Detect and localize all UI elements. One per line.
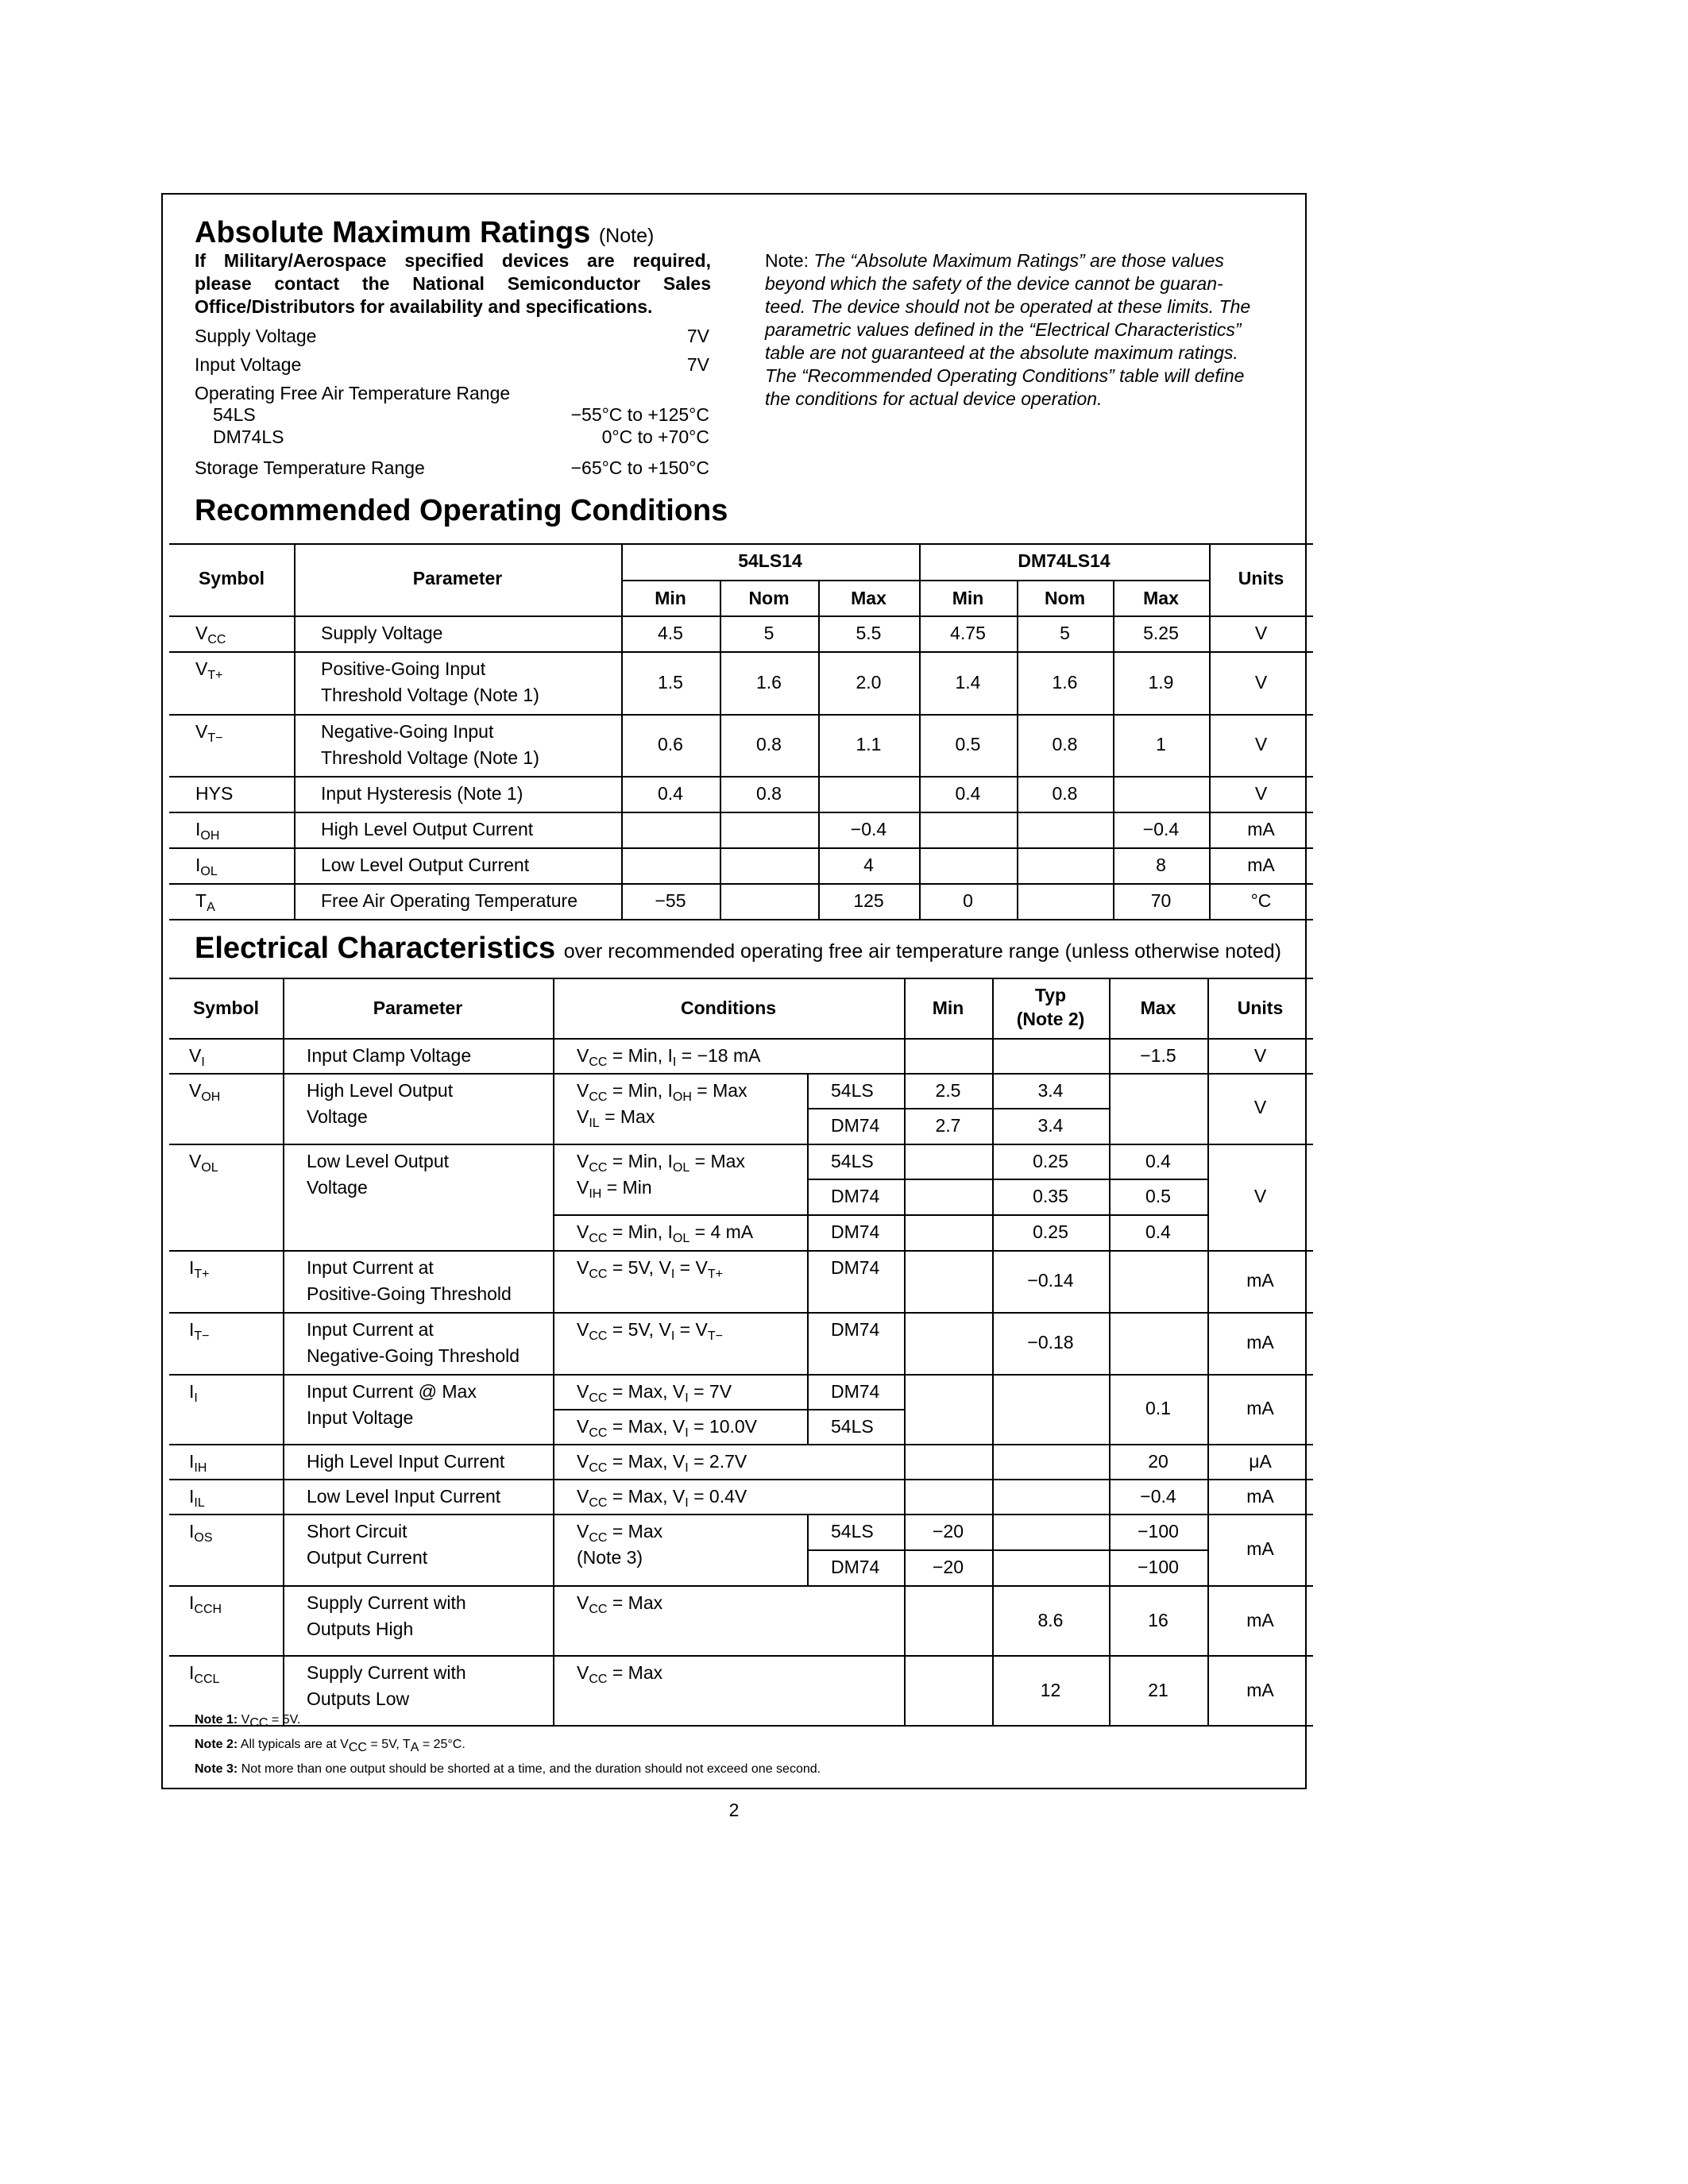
ec-symbol: $I_{IH}$ xyxy=(189,1451,207,1475)
ec-header-typ: Typ xyxy=(1034,985,1067,1005)
roc-parameter: Threshold Voltage (Note 1) xyxy=(321,685,539,705)
ec-parameter: Short Circuit xyxy=(307,1521,408,1542)
ec-parameter: Low Level Output xyxy=(307,1151,450,1171)
roc-parameter: High Level Output Current xyxy=(321,819,534,839)
roc-value: −55 xyxy=(655,889,686,911)
ec-symbol: $I_{T-}$ xyxy=(189,1319,210,1343)
op-temp-54-label: 54LS xyxy=(213,404,256,425)
ec-typ: 8.6 xyxy=(1037,1610,1064,1630)
ec-typ: 0.25 xyxy=(1033,1151,1068,1171)
note-line: parametric values defined in the “Electrical Characteristics” xyxy=(765,319,1242,340)
roc-value: 125 xyxy=(853,889,884,911)
ec-symbol: $I_{CCH}$ xyxy=(189,1592,222,1616)
ec-typ: 3.4 xyxy=(1037,1115,1064,1136)
ec-parameter: Outputs Low xyxy=(307,1688,410,1709)
input-voltage-value: 7V xyxy=(686,354,709,375)
roc-subheader-rule xyxy=(621,580,1209,581)
ec-symbol: $V_I$ xyxy=(189,1045,205,1069)
roc-symbol: $V_{CC}$ xyxy=(195,623,226,646)
abs-max-title xyxy=(195,216,654,250)
roc-units: V xyxy=(1254,734,1268,754)
ec-condition: $V_{CC}$ = Min, $I_{OL}$ = Max xyxy=(577,1151,745,1175)
ec-max: 0.4 xyxy=(1145,1221,1171,1242)
roc-row-rule xyxy=(169,919,1313,920)
ec-parameter: Voltage xyxy=(307,1106,368,1127)
ec-symbol: $V_{OH}$ xyxy=(189,1080,221,1104)
ec-min: 2.5 xyxy=(935,1080,961,1101)
ec-condition: $V_{IL}$ = Max xyxy=(577,1106,655,1130)
ec-row-rule xyxy=(169,1585,1313,1587)
ec-parameter: Input Voltage xyxy=(307,1407,414,1428)
ec-col-rule xyxy=(807,1073,809,1444)
ec-max: 0.4 xyxy=(1145,1151,1171,1171)
roc-parameter: Supply Voltage xyxy=(321,623,443,643)
ec-device: DM74 xyxy=(831,1257,880,1278)
roc-value: 0 xyxy=(963,889,973,911)
ec-parameter: Low Level Input Current xyxy=(307,1486,501,1507)
roc-value: 1.1 xyxy=(856,734,882,754)
ec-header-max: Max xyxy=(1140,997,1176,1018)
ec-title xyxy=(195,932,1281,966)
roc-symbol: HYS xyxy=(195,783,234,804)
ec-parameter: High Level Input Current xyxy=(307,1451,505,1472)
roc-units: V xyxy=(1254,782,1268,804)
roc-parameter: Low Level Output Current xyxy=(321,855,530,875)
ec-symbol: $I_{IL}$ xyxy=(189,1486,205,1510)
roc-value: 1.4 xyxy=(955,671,981,693)
ec-symbol: $V_{OL}$ xyxy=(189,1151,218,1175)
ec-parameter: Voltage xyxy=(307,1177,368,1198)
ec-symbol: $I_{T+}$ xyxy=(189,1257,210,1281)
roc-value: 5 xyxy=(763,622,774,643)
roc-units: mA xyxy=(1247,818,1275,839)
ec-col-rule xyxy=(553,978,554,1725)
ec-header-typ-note: (Note 2) xyxy=(1016,1009,1085,1029)
roc-units: °C xyxy=(1250,889,1272,911)
ec-max: 0.1 xyxy=(1145,1398,1171,1418)
storage-temp-label: Storage Temperature Range xyxy=(195,457,425,478)
note-prefix: Note: xyxy=(765,250,809,271)
ec-min: 2.7 xyxy=(935,1115,961,1136)
note-3-label: Note 3: xyxy=(195,1762,238,1776)
notice-line: Office/Distributors for availability and specifications. xyxy=(195,296,653,317)
ec-min: −20 xyxy=(932,1521,964,1542)
roc-subheader-nom: Nom xyxy=(1044,588,1086,608)
roc-row-rule xyxy=(169,883,1313,885)
ec-device: 54LS xyxy=(831,1521,874,1542)
ec-units: mA xyxy=(1246,1398,1274,1418)
ec-condition: $V_{CC}$ = Min, $I_I = -18$ mA xyxy=(577,1045,761,1069)
ec-device: 54LS xyxy=(831,1416,874,1437)
page-number: 2 xyxy=(728,1800,740,1820)
op-temp-label: Operating Free Air Temperature Range xyxy=(195,383,511,403)
ec-title-text: Electrical Characteristics xyxy=(195,932,556,965)
roc-symbol: $V_{T+}$ xyxy=(195,658,223,682)
ec-parameter: Output Current xyxy=(307,1547,428,1568)
roc-parameter: Negative-Going Input xyxy=(321,721,494,742)
note-line: the conditions for actual device operation. xyxy=(765,388,1103,409)
ec-units: mA xyxy=(1246,1610,1274,1630)
roc-subheader-min: Min xyxy=(655,588,686,608)
note-3 xyxy=(195,1762,821,1777)
ec-device: DM74 xyxy=(831,1557,880,1577)
ec-header-conditions: Conditions xyxy=(680,997,777,1018)
roc-value: 4.5 xyxy=(658,622,683,643)
ec-typ: 12 xyxy=(1040,1680,1061,1700)
roc-subheader-max: Max xyxy=(851,588,886,608)
roc-value: 5.25 xyxy=(1143,622,1179,643)
roc-header-rule xyxy=(169,615,1313,617)
ec-condition: $V_{CC}$ = Max, $V_I = 2.7V$ xyxy=(577,1451,747,1475)
ec-device: DM74 xyxy=(831,1319,880,1340)
roc-value: 0.8 xyxy=(756,782,782,804)
ec-condition: $V_{CC}$ = Min, $I_{OL} = 4$ mA xyxy=(577,1221,754,1245)
ec-parameter: Input Current at xyxy=(307,1257,434,1278)
ec-condition: $V_{CC} = 5V$, $V_I = V_{T+}$ xyxy=(577,1257,723,1281)
roc-value: 4.75 xyxy=(950,622,986,643)
note-line: beyond which the safety of the device cannot be guaran- xyxy=(765,273,1223,294)
notice-line: please contact the National Semiconductor Sales xyxy=(195,273,711,294)
ec-parameter: Input Clamp Voltage xyxy=(307,1045,472,1066)
note-2: Note 2: All typicals are at VCC = 5V, TA = 25°C. xyxy=(195,1738,465,1754)
ec-max: −1.5 xyxy=(1140,1045,1176,1066)
ec-units: V xyxy=(1253,1045,1267,1066)
roc-parameter: Positive-Going Input xyxy=(321,658,486,679)
ec-condition: $V_{CC} = 5V$, $V_I = V_{T-}$ xyxy=(577,1319,723,1343)
ec-parameter: Input Current at xyxy=(307,1319,434,1340)
roc-value: 5 xyxy=(1060,622,1070,643)
roc-header-symbol: Symbol xyxy=(198,568,265,588)
roc-parameter: Input Hysteresis (Note 1) xyxy=(321,783,523,804)
roc-value: −0.4 xyxy=(850,818,887,839)
ec-units: V xyxy=(1253,1097,1267,1117)
roc-subheader-min: Min xyxy=(952,588,984,608)
roc-value: 1.6 xyxy=(756,671,782,693)
ec-row-rule xyxy=(169,1655,1313,1657)
supply-voltage-value: 7V xyxy=(686,326,709,346)
ec-symbol: $I_{OS}$ xyxy=(189,1521,213,1545)
ec-header-min: Min xyxy=(932,997,964,1018)
ec-device: DM74 xyxy=(831,1381,880,1402)
input-voltage-label: Input Voltage xyxy=(195,354,302,375)
supply-voltage-label: Supply Voltage xyxy=(195,326,317,346)
op-temp-74-value: 0°C to +70°C xyxy=(601,426,709,447)
roc-value: 0.8 xyxy=(1052,734,1078,754)
roc-header-dm74ls14: DM74LS14 xyxy=(1018,550,1111,571)
ec-max: −100 xyxy=(1138,1557,1179,1577)
roc-value: −0.4 xyxy=(1142,818,1180,839)
roc-value: 2.0 xyxy=(856,671,882,693)
ec-inner-rule xyxy=(807,1549,1207,1551)
ec-parameter: Supply Current with xyxy=(307,1592,466,1613)
ec-device: DM74 xyxy=(831,1186,880,1206)
ec-typ: 0.35 xyxy=(1033,1186,1068,1206)
roc-symbol: $V_{T-}$ xyxy=(195,721,223,745)
ec-typ: 0.25 xyxy=(1033,1221,1068,1242)
roc-units: V xyxy=(1254,622,1268,643)
ec-device: DM74 xyxy=(831,1221,880,1242)
roc-header-units: Units xyxy=(1238,568,1284,588)
ec-device: 54LS xyxy=(831,1151,874,1171)
ec-device: DM74 xyxy=(831,1115,880,1136)
ec-condition: $V_{CC}$ = Max, $V_I = 0.4V$ xyxy=(577,1486,747,1510)
ec-max: 21 xyxy=(1148,1680,1168,1700)
ec-parameter: High Level Output xyxy=(307,1080,454,1101)
abs-max-note xyxy=(765,249,1275,411)
ec-device: 54LS xyxy=(831,1080,874,1101)
notice-line: If Military/Aerospace specified devices are required, xyxy=(195,250,711,271)
storage-temp-value: −65°C to +150°C xyxy=(570,457,709,478)
roc-units: mA xyxy=(1247,854,1275,875)
ec-typ: 3.4 xyxy=(1037,1080,1064,1101)
note-line: The “Absolute Maximum Ratings” are those values xyxy=(813,250,1224,271)
ec-condition: (Note 3) xyxy=(577,1547,643,1568)
note-line: The “Recommended Operating Conditions” table will define xyxy=(765,365,1245,386)
roc-value: 0.6 xyxy=(658,734,683,754)
ec-condition: $V_{CC}$ = Max, $V_I = 10.0V$ xyxy=(577,1416,758,1440)
ec-row-rule xyxy=(169,1725,1313,1727)
roc-value: 4 xyxy=(863,854,874,875)
roc-value: 0.5 xyxy=(955,734,981,754)
ec-condition: $V_{CC}$ = Min, $I_{OH}$ = Max xyxy=(577,1080,747,1104)
ec-col-rule xyxy=(283,978,284,1725)
ec-parameter: Supply Current with xyxy=(307,1662,466,1683)
abs-max-title-text: Absolute Maximum Ratings xyxy=(195,216,591,249)
roc-value: 0.8 xyxy=(1052,782,1078,804)
note-3-text: Not more than one output should be shorted at a time, and the duration should not exceed one second. xyxy=(241,1762,821,1776)
ec-units: V xyxy=(1253,1186,1267,1206)
roc-row-rule xyxy=(169,714,1313,716)
note-2-label: Note 2: xyxy=(195,1738,238,1751)
op-temp-54-value: −55°C to +125°C xyxy=(570,404,709,425)
ec-max: −100 xyxy=(1138,1521,1179,1542)
ec-max: 20 xyxy=(1148,1451,1168,1472)
roc-header-54ls14: 54LS14 xyxy=(738,550,802,571)
ec-condition: $V_{CC}$ = Max xyxy=(577,1662,663,1686)
ec-units: mA xyxy=(1246,1332,1274,1352)
ec-condition: $V_{IH}$ = Min xyxy=(577,1177,652,1201)
ec-row-rule xyxy=(169,1144,1313,1145)
ec-min: −20 xyxy=(932,1557,964,1577)
note-line: table are not guaranteed at the absolute maximum ratings. xyxy=(765,342,1238,363)
ec-row-rule xyxy=(169,1312,1313,1314)
ec-units: mA xyxy=(1246,1680,1274,1700)
ec-units: mA xyxy=(1246,1538,1274,1559)
ec-header-symbol: Symbol xyxy=(192,997,260,1018)
ec-condition: $V_{CC}$ = Max xyxy=(577,1592,663,1616)
ec-max: 0.5 xyxy=(1145,1186,1171,1206)
ec-top-rule xyxy=(169,978,1313,979)
roc-subheader-nom: Nom xyxy=(748,588,790,608)
roc-row-rule xyxy=(169,776,1313,778)
ec-symbol: $I_{CCL}$ xyxy=(189,1662,220,1686)
roc-symbol: $T_A$ xyxy=(195,890,215,914)
ec-col-rule xyxy=(807,1514,809,1585)
ec-inner-rule xyxy=(807,1179,1207,1180)
ec-parameter: Positive-Going Threshold xyxy=(307,1283,512,1304)
roc-header-parameter: Parameter xyxy=(412,568,503,588)
roc-row-rule xyxy=(169,847,1313,849)
roc-value: 0.8 xyxy=(756,734,782,754)
roc-symbol: $I_{OL}$ xyxy=(195,855,218,878)
ec-parameter: Outputs High xyxy=(307,1619,414,1639)
roc-title: Recommended Operating Conditions xyxy=(195,494,728,527)
note-2-text-c: = 25°C. xyxy=(422,1738,465,1751)
roc-symbol: $I_{OH}$ xyxy=(195,819,220,843)
abs-max-title-note: (Note) xyxy=(598,225,655,247)
military-notice xyxy=(195,249,711,318)
ec-inner-rule xyxy=(807,1108,1109,1109)
ec-condition: $V_{CC}$ = Max, $V_I = 7V$ xyxy=(577,1381,732,1405)
ec-condition: $V_{CC}$ = Max xyxy=(577,1521,663,1545)
roc-row-rule xyxy=(169,812,1313,813)
ec-max: 16 xyxy=(1148,1610,1168,1630)
roc-parameter: Threshold Voltage (Note 1) xyxy=(321,747,539,768)
roc-value: 1.9 xyxy=(1148,671,1174,693)
ec-header-rule xyxy=(169,1038,1313,1040)
roc-value: 1 xyxy=(1156,734,1166,754)
note-1-text: = 5V. xyxy=(271,1713,301,1727)
roc-value: 70 xyxy=(1150,889,1172,911)
ec-row-rule xyxy=(169,1374,1313,1376)
ec-title-suffix: over recommended operating free air temperature range (unless otherwise noted) xyxy=(563,940,1281,963)
note-1-label: Note 1: xyxy=(195,1713,238,1727)
ec-typ: −0.18 xyxy=(1027,1332,1074,1352)
roc-value: 0.4 xyxy=(658,782,683,804)
roc-subheader-max: Max xyxy=(1143,588,1179,608)
ec-header-units: Units xyxy=(1237,997,1284,1018)
roc-value: 5.5 xyxy=(856,622,882,643)
ec-header-parameter: Parameter xyxy=(373,997,463,1018)
roc-value: 1.6 xyxy=(1052,671,1078,693)
ec-symbol: $I_I$ xyxy=(189,1381,198,1405)
ec-units: μA xyxy=(1249,1451,1272,1472)
ec-parameter: Negative-Going Threshold xyxy=(307,1345,520,1366)
ec-max: −0.4 xyxy=(1140,1486,1176,1507)
roc-units: V xyxy=(1254,671,1268,693)
roc-row-rule xyxy=(169,651,1313,653)
note-1: Note 1: VCC = 5V. xyxy=(195,1713,301,1730)
roc-value: 8 xyxy=(1156,854,1166,875)
roc-value: 0.4 xyxy=(955,782,981,804)
roc-parameter: Free Air Operating Temperature xyxy=(321,890,578,911)
ec-parameter: Input Current @ Max xyxy=(307,1381,477,1402)
note-2-text-b: = 5V, T xyxy=(370,1738,411,1751)
ec-typ: −0.14 xyxy=(1027,1270,1074,1291)
roc-col-rule xyxy=(294,543,295,919)
note-line: teed. The device should not be operated at these limits. The xyxy=(765,296,1251,317)
ec-units: mA xyxy=(1246,1486,1274,1507)
ec-units: mA xyxy=(1246,1270,1274,1291)
note-2-text-a: All typicals are at V xyxy=(240,1738,349,1751)
roc-top-rule xyxy=(169,543,1313,545)
roc-value: 1.5 xyxy=(658,671,683,693)
op-temp-74-label: DM74LS xyxy=(213,426,284,447)
